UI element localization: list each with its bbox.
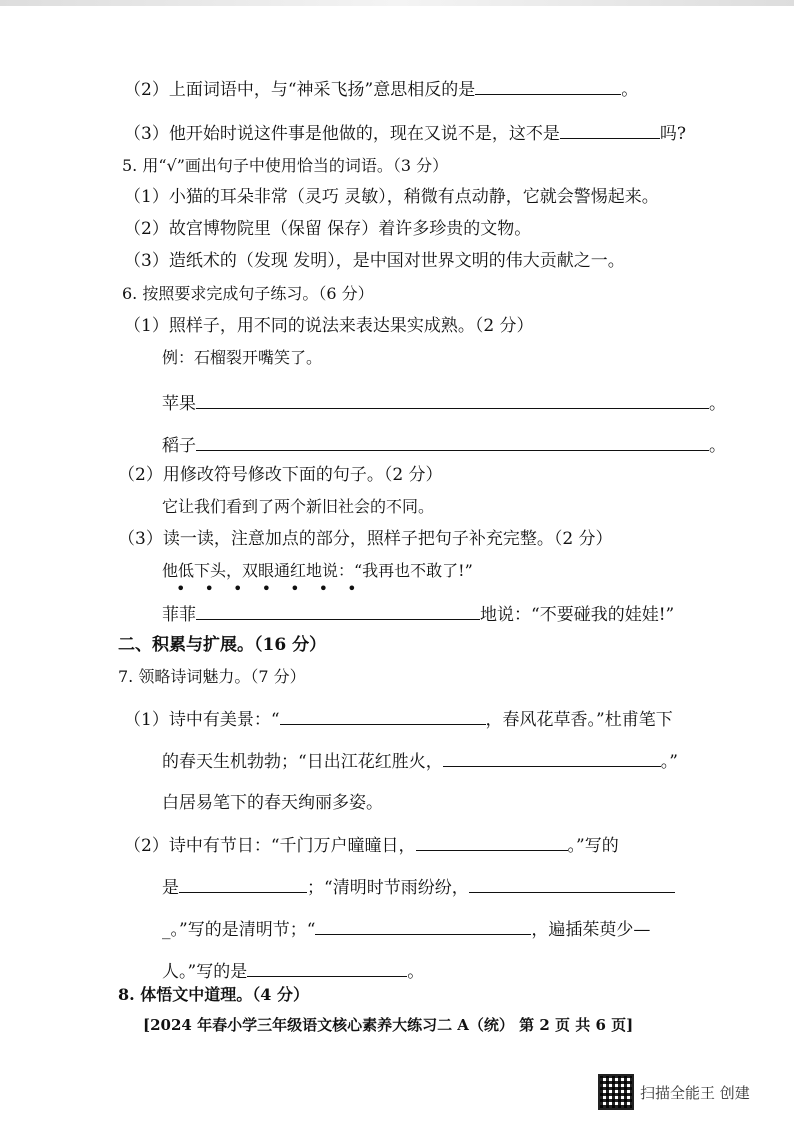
q6-heading: 6. 按照要求完成句子练习。（6 分） [122,284,374,303]
answer-blank[interactable] [475,78,621,95]
q7-sub1-prefix: （1）诗中有美景：“ [124,710,280,730]
q4-item-3-text: （3）他开始时说这件事是他做的，现在又说不是，这不是 [124,124,560,144]
q7-sub2-line2-mid: ；“清明时节雨纷纷， [307,878,469,898]
q7-sub2-prefix: （2）诗中有节日：“千门万户曈曈日， [124,836,416,856]
q8-heading: 8. 体悟文中道理。（4 分） [118,985,309,1004]
q5-item-3: （3）造纸术的（发现 发明），是中国对世界文明的伟大贡献之一。 [124,251,625,271]
q7-sub1-suffix: ，春风花草香。”杜甫笔下 [485,710,673,730]
line-end: 。 [709,394,726,414]
q4-item-3 [124,122,686,145]
q7-sub2-line-1 [124,834,619,857]
q7-sub1-line-2 [162,750,678,773]
q4-item-2-text: （2）上面词语中，与“神采飞扬”意思相反的是 [124,80,476,100]
q5-item-1: （1）小猫的耳朵非常（灵巧 灵敏），稍微有点动静，它就会警惕起来。 [124,187,659,207]
q6-sub1-title: （1）照样子，用不同的说法来表达果实成熟。（2 分） [124,316,534,336]
q4-item-3-end: 吗? [659,124,686,144]
q7-sub2-line3-suffix: ，遍插茱萸少— [531,920,651,940]
answer-blank[interactable] [196,434,709,451]
q6-sub2-title: （2）用修改符号修改下面的句子。（2 分） [118,465,443,485]
feifei-label: 菲菲 [162,605,196,625]
answer-blank[interactable] [280,708,486,725]
q7-heading: 7. 领略诗词魅力。（7 分） [118,667,306,686]
q6-sub3-example: 他低下头，双眼通红地说：“我再也不敢了!” [162,561,473,580]
q5-item-2: （2）故宫博物院里（保留 保存）着许多珍贵的文物。 [124,219,532,239]
q7-sub2-line2-prefix: 是 [162,878,179,898]
q4-item-2-end: 。 [621,80,639,100]
q6-sub1-line-rice [162,434,726,457]
q6-sub3-suffix: 地说：“不要碰我的娃娃!” [480,605,675,625]
q6-sub3-answer-line [162,603,674,626]
q7-sub1-line2-text: 的春天生机勃勃；“日出江花红胜火， [162,752,443,772]
q7-sub1-line-3: 白居易笔下的春天绚丽多姿。 [162,793,383,813]
rice-label: 稻子 [162,436,196,456]
section-2-heading: 二、积累与扩展。（16 分） [118,635,327,655]
q6-sub2-sentence: 它让我们看到了两个新旧社会的不同。 [162,497,435,516]
q7-sub2-suffix: 。”写的 [567,836,619,856]
q6-sub3-title: （3）读一读，注意加点的部分，照样子把句子补充完整。（2 分） [118,529,613,549]
emphasis-dots: • • • • • • • [176,579,364,598]
scanner-watermark [598,1074,750,1110]
answer-blank[interactable] [247,960,407,977]
answer-blank[interactable] [443,750,661,767]
answer-blank[interactable] [560,122,660,139]
answer-blank[interactable] [196,392,709,409]
answer-blank[interactable] [179,876,307,893]
page-top-edge [0,0,794,6]
q7-sub2-line4-prefix: 人。”写的是 [162,962,248,982]
q7-sub2-line-2 [162,876,675,899]
q7-sub1-line2-end: 。” [660,752,678,772]
q5-heading: 5. 用“√”画出句子中使用恰当的词语。（3 分） [122,156,449,175]
q7-sub2-line-4 [162,960,424,983]
q7-sub2-line4-end: 。 [407,962,425,982]
line-end: 。 [709,436,726,456]
answer-blank[interactable] [416,834,568,851]
apple-label: 苹果 [162,394,196,414]
q7-sub2-line3-prefix: _。”写的是清明节；“ [162,920,316,940]
answer-blank[interactable] [315,918,531,935]
answer-blank[interactable] [196,603,480,620]
watermark-text: 扫描全能王 创建 [640,1083,750,1102]
page-footer: [2024 年春小学三年级语文核心素养大练习二 A（统） 第 2 页 共 6 页] [143,1016,634,1034]
q7-sub1-line-1 [124,708,673,731]
answer-blank[interactable] [469,876,675,893]
q7-sub2-line-3 [162,918,650,941]
qr-code-icon [598,1074,634,1110]
q6-sub1-example: 例：石榴裂开嘴笑了。 [162,348,323,367]
q6-sub1-line-apple [162,392,726,415]
q4-item-2 [124,78,638,101]
